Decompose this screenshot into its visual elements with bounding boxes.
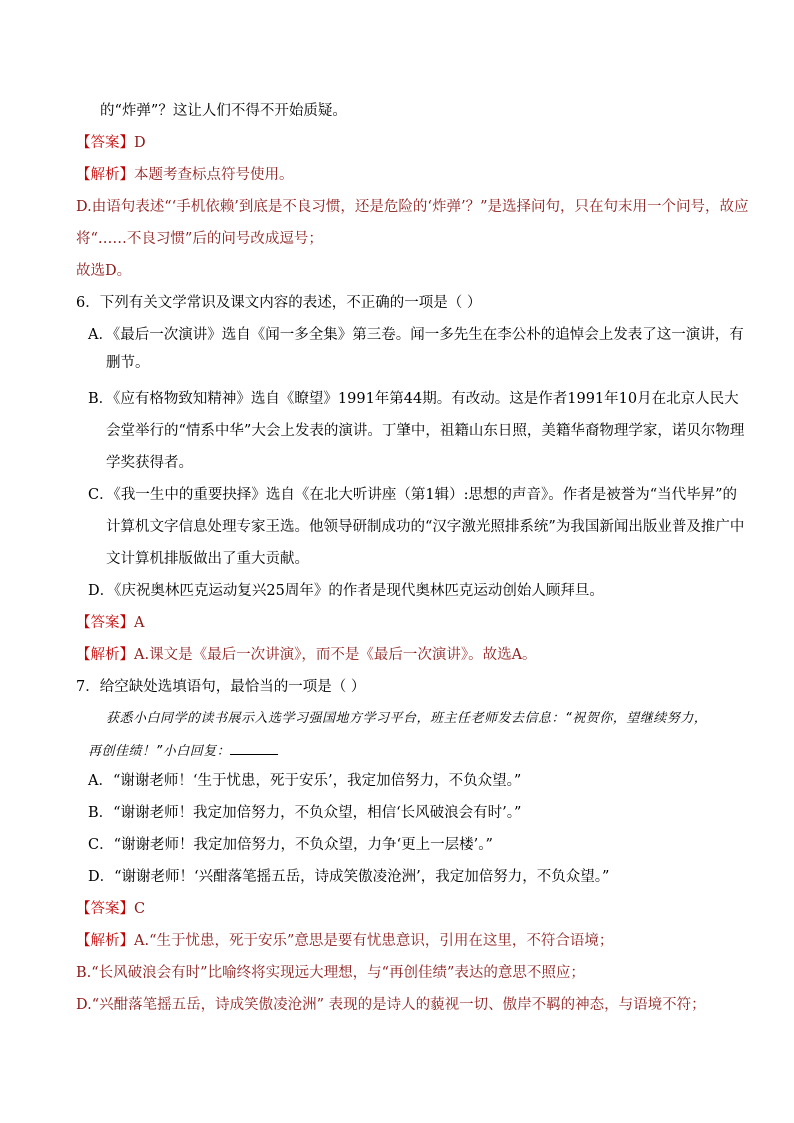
- option-c-cont: 计算机文字信息处理专家王选。他领导研制成功的“汉字激光照排系统”为我国新闻出版业普及推广中: [106, 519, 745, 535]
- material-text-end: 再创佳绩！”小白回复：: [88, 744, 231, 759]
- answer-line: [76, 133, 146, 153]
- analysis-line: [76, 165, 294, 185]
- analysis-text: A.“生于忧患，死于安乐”意思是要有忧患意识，引用在这里，不符合语境；: [134, 933, 614, 949]
- answer-value: C: [134, 901, 146, 917]
- text-line: B.“长风破浪会有时”比喻终将实现远大理想，与“再创佳绩”表达的意思不照应；: [76, 965, 585, 981]
- question-7: 7．给空缺处选填语句，最恰当的一项是（ ）: [76, 679, 366, 695]
- text-line: D.由语句表述“‘手机依赖’到底是不良习惯，还是危险的‘炸弹’？”是选择问句，只在句末用一个问号，故应: [76, 199, 749, 215]
- analysis-label: 【解析】: [76, 167, 134, 183]
- option-c: C．《我一生中的重要抉择》选自《在北大听讲座（第1辑）:思想的声音》。作者是被誉为“当代毕昇”的: [88, 487, 738, 503]
- fill-blank: [230, 740, 278, 755]
- analysis-text: A.课文是《最后一次讲演》，而不是《最后一次演讲》。故选A。: [134, 647, 537, 663]
- answer-value: A: [134, 615, 145, 631]
- option-a: A．《最后一次演讲》选自《闻一多全集》第三卷。闻一多先生在李公朴的追悼会上发表了这一演讲，有: [88, 327, 744, 343]
- option-b: B．“谢谢老师！我定加倍努力，不负众望，相信‘长风破浪会有时’。”: [88, 805, 522, 821]
- text-line: 故选D。: [76, 263, 132, 279]
- text-line: D.“兴酣落笔摇五岳，诗成笑傲凌沧洲” 表现的是诗人的藐视一切、傲岸不羁的神态，与语境不符；: [76, 997, 706, 1013]
- material-text: 获悉小白同学的读书展示入选学习强国地方学习平台，班主任老师发去信息：“祝贺你，望继续努力，: [106, 711, 708, 726]
- analysis-line: [76, 931, 613, 951]
- option-d: D．“谢谢老师！‘兴酣落笔摇五岳，诗成笑傲凌沧洲’，我定加倍努力，不负众望。”: [88, 869, 610, 885]
- option-b-cont: 学奖获得者。: [106, 455, 193, 471]
- material-text: [88, 740, 278, 762]
- analysis-label: 【解析】: [76, 647, 134, 663]
- analysis-text: 本题考查标点符号使用。: [134, 167, 294, 183]
- answer-label: 【答案】: [76, 615, 134, 631]
- option-b: B．《应有格物致知精神》选自《瞭望》1991年第44期。有改动。这是作者1991年10月在北京人民大: [88, 391, 739, 407]
- option-c-cont: 文计算机排版做出了重大贡献。: [106, 551, 309, 567]
- option-b-cont: 会堂举行的“情系中华”大会上发表的演讲。丁肇中，祖籍山东日照，美籍华裔物理学家，诺贝尔物理: [106, 423, 745, 439]
- option-a-cont: 删节。: [106, 355, 150, 371]
- analysis-label: 【解析】: [76, 933, 134, 949]
- answer-label: 【答案】: [76, 901, 134, 917]
- option-c: C．“谢谢老师！我定加倍努力，不负众望，力争‘更上一层楼’。”: [88, 837, 493, 853]
- answer-label: 【答案】: [76, 135, 134, 151]
- text-line: 的“炸弹”？这让人们不得不开始质疑。: [100, 103, 347, 119]
- answer-line: [76, 899, 145, 919]
- answer-line: [76, 613, 144, 633]
- option-d: D．《庆祝奥林匹克运动复兴25周年》的作者是现代奥林匹克运动创始人顾拜旦。: [88, 583, 604, 599]
- text-line: 将“……不良习惯”后的问号改成逗号；: [76, 231, 323, 247]
- answer-value: D: [134, 135, 146, 151]
- question-6: 6．下列有关文学常识及课文内容的表述，不正确的一项是（ ）: [76, 295, 482, 311]
- analysis-line: [76, 645, 537, 665]
- option-a: A．“谢谢老师！‘生于忧患，死于安乐’，我定加倍努力，不负众望。”: [88, 773, 522, 789]
